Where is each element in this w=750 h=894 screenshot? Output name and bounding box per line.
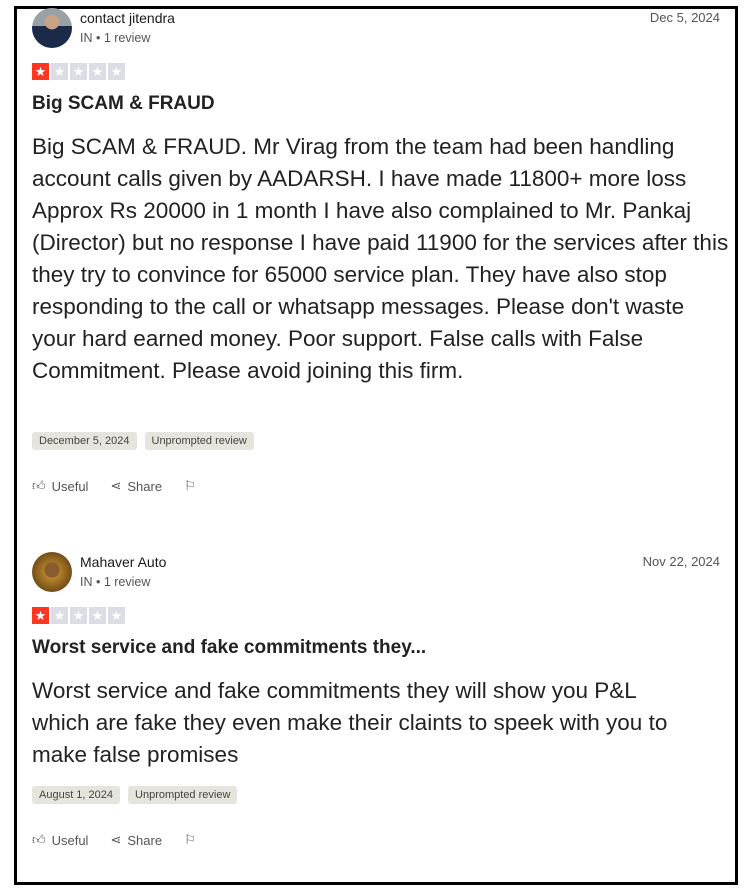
unprompted-tag: Unprompted review xyxy=(128,786,237,804)
share-label: Share xyxy=(127,478,163,494)
review-date: Dec 5, 2024 xyxy=(649,10,720,25)
star-icon: ★ xyxy=(70,607,87,624)
star-icon: ★ xyxy=(89,63,106,80)
star-icon: ★ xyxy=(32,607,49,624)
flag-icon: ⚐ xyxy=(184,832,196,847)
review-body: Worst service and fake commitments they will show you P&L which are fake they even make their claints to speek with you to make false promises xyxy=(32,678,668,767)
review-actions xyxy=(32,832,196,848)
share-label: Share xyxy=(127,832,163,848)
avatar[interactable] xyxy=(32,552,72,592)
share-icon: ⋖ xyxy=(110,832,122,847)
thumbs-up-icon: 👍︎ xyxy=(32,478,46,493)
reviewer-name[interactable]: contact jitendra xyxy=(80,10,175,26)
reviewer-meta: IN • 1 review xyxy=(80,575,151,589)
star-rating xyxy=(32,607,125,624)
review-actions xyxy=(32,478,196,494)
star-rating xyxy=(32,63,125,80)
experience-date-tag: December 5, 2024 xyxy=(32,432,137,450)
report-button[interactable] xyxy=(184,478,196,494)
share-button[interactable] xyxy=(110,832,162,848)
star-icon: ★ xyxy=(51,607,68,624)
useful-button[interactable] xyxy=(32,832,88,848)
thumbs-up-icon: 👍︎ xyxy=(32,832,46,847)
flag-icon: ⚐ xyxy=(184,478,196,493)
reviewer-name[interactable]: Mahaver Auto xyxy=(80,554,167,570)
avatar[interactable] xyxy=(32,8,72,48)
star-icon: ★ xyxy=(51,63,68,80)
share-button[interactable] xyxy=(110,478,162,494)
star-icon: ★ xyxy=(108,63,125,80)
star-icon: ★ xyxy=(70,63,87,80)
review-body: Big SCAM & FRAUD. Mr Virag from the team had been handling account calls given by AADARSH. I have made 11800+ more loss Approx Rs 20000 in 1 month I have also complained to Mr. Pankaj (Director) but no response I have paid 11900 for the services after this they try to convince for 65000 service plan. They have also stop responding to the call or whatsapp messages. Please don't waste your hard earned money. Poor support. False calls with False Commitment. Please avoid joining this firm. xyxy=(32,134,729,383)
useful-label: Useful xyxy=(51,832,89,848)
report-button[interactable] xyxy=(184,832,196,848)
experience-date-tag: August 1, 2024 xyxy=(32,786,120,804)
review-title[interactable]: Big SCAM & FRAUD xyxy=(32,93,215,114)
reviewer-meta: IN • 1 review xyxy=(80,31,151,45)
useful-label: Useful xyxy=(51,478,89,494)
star-icon: ★ xyxy=(89,607,106,624)
review-tags xyxy=(32,786,237,804)
star-icon: ★ xyxy=(108,607,125,624)
review-title[interactable]: Worst service and fake commitments they... xyxy=(32,637,427,658)
review-date: Nov 22, 2024 xyxy=(642,554,720,569)
useful-button[interactable] xyxy=(32,478,88,494)
review-tags xyxy=(32,432,254,450)
star-icon: ★ xyxy=(32,63,49,80)
share-icon: ⋖ xyxy=(110,478,122,493)
unprompted-tag: Unprompted review xyxy=(145,432,254,450)
